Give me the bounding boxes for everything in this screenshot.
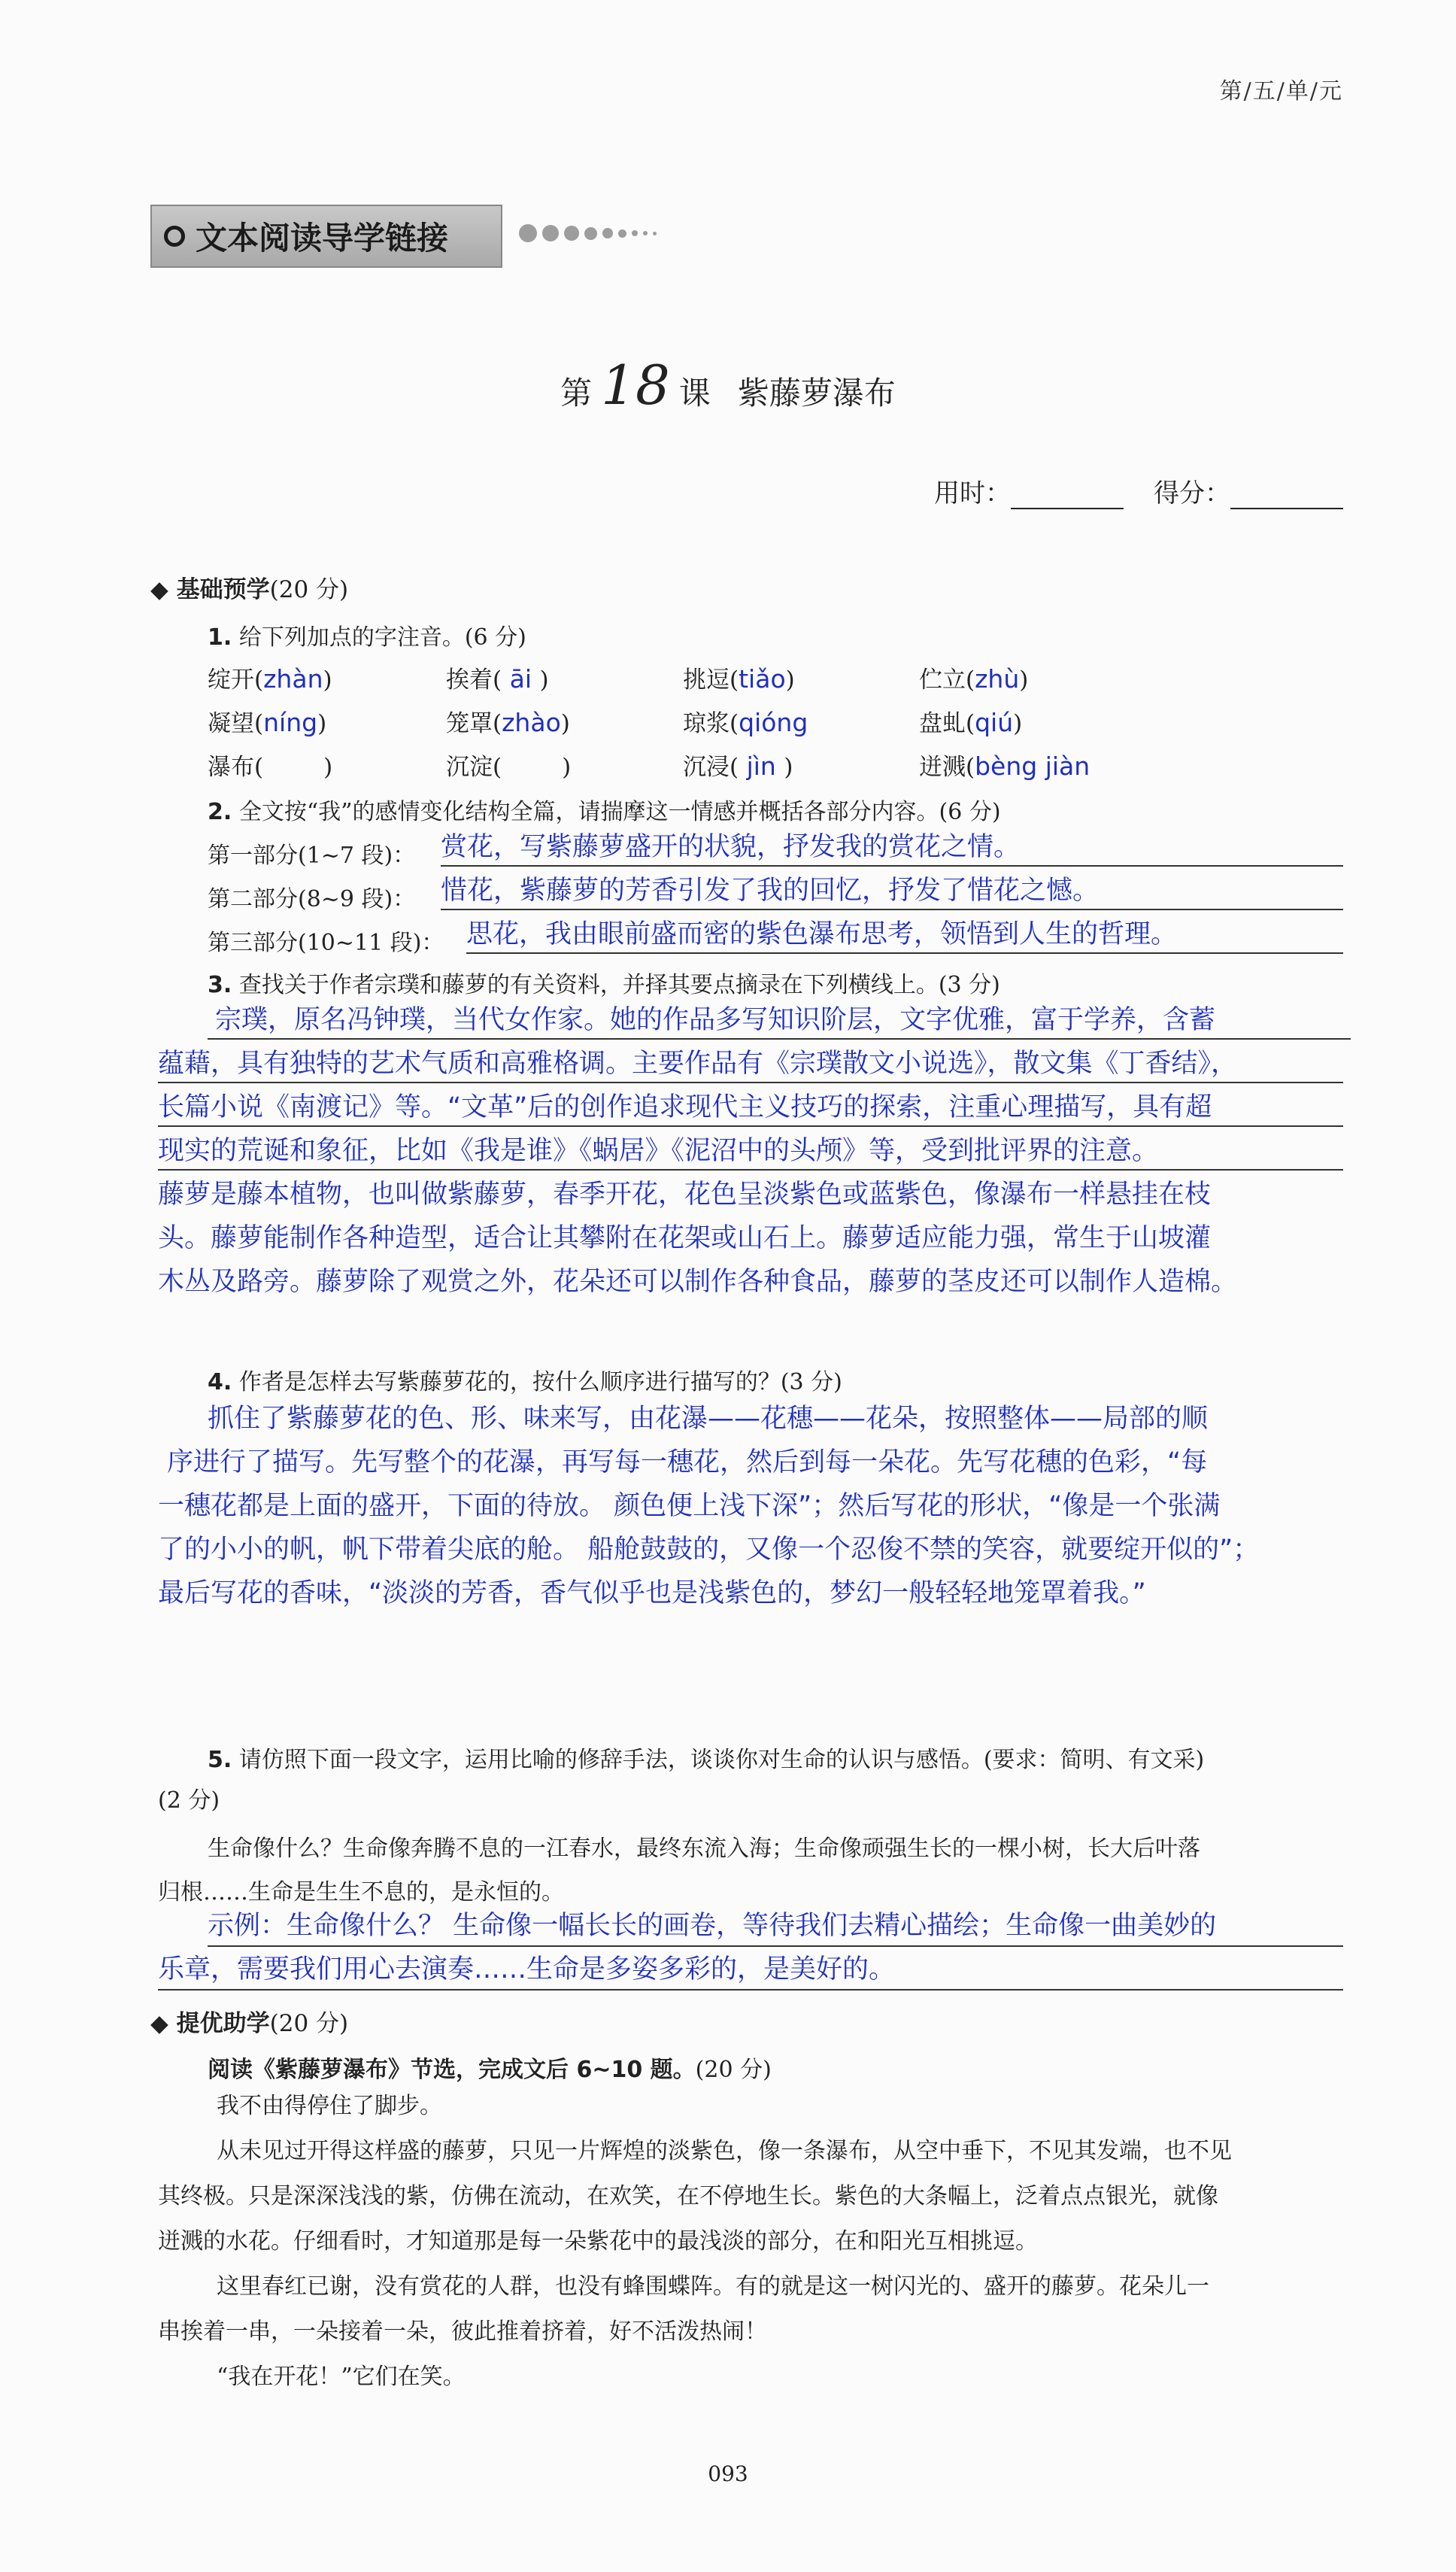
- pinyin-item: 琼浆(qióng: [683, 708, 808, 737]
- score-label: 得分：: [1154, 478, 1230, 509]
- pinyin-item: 瀑布( ): [208, 754, 333, 781]
- pinyin-item: 挑逗(tiǎo): [683, 664, 795, 694]
- banner-circle-icon: [164, 226, 185, 247]
- q2-prompt-text: 全文按“我”的感情变化结构全篇，请揣摩这一情感并概括各部分内容。(6 分): [238, 799, 1001, 825]
- q2-prompt: 2. 全文按“我”的感情变化结构全篇，请揣摩这一情感并概括各部分内容。(6 分): [208, 799, 1001, 825]
- lesson-prefix: 第: [560, 375, 593, 411]
- q3-answer-line[interactable]: 木丛及路旁。藤萝除了观赏之外，花朵还可以制作各种食品，藤萝的茎皮还可以制作人造棉。: [158, 1267, 1238, 1297]
- banner-dots: [519, 224, 662, 242]
- pinyin-item: 沉淀( ): [446, 754, 572, 781]
- dot-icon: [602, 228, 613, 238]
- q3-answer-line[interactable]: 蕴藉，具有独特的艺术气质和高雅格调。主要作品有《宗璞散文小说选》，散文集《丁香结》，: [158, 1043, 1343, 1083]
- dot-icon: [584, 227, 597, 240]
- q2-part3-answer[interactable]: 思花，我由眼前盛而密的紫色瀑布思考，领悟到人生的哲理。: [466, 913, 1343, 954]
- passage-line: 我不由得停住了脚步。: [217, 2093, 442, 2119]
- time-label: 用时：: [934, 478, 1011, 509]
- section-banner: [150, 205, 502, 268]
- section2-intro: [208, 2051, 772, 2084]
- dot-icon: [632, 230, 638, 236]
- pinyin-item: 笼罩(zhào): [446, 708, 570, 737]
- unit-header: 第/五/单/元: [1219, 78, 1343, 105]
- q4-answer-line[interactable]: 了的小小的帆，帆下带着尖底的舱。 船舱鼓鼓的，又像一个忍俊不禁的笑容，就要绽开似的”；: [158, 1535, 1260, 1565]
- q3-answer-line[interactable]: 藤萝是藤本植物，也叫做紫藤萝，春季开花，花色呈淡紫色或蓝紫色，像瀑布一样悬挂在枝: [158, 1180, 1212, 1210]
- passage-line: 迸溅的水花。仔细看时，才知道那是每一朵紫花中的最浅淡的部分，在和阳光互相挑逗。: [158, 2228, 1038, 2255]
- pinyin-answer: tiǎo: [739, 664, 786, 694]
- passage-line: 这里春红已谢，没有赏花的人群，也没有蜂围蝶阵。有的就是这一树闪光的、盛开的藤萝。花朵儿一: [217, 2273, 1209, 2300]
- pinyin-answer: āi: [502, 664, 540, 694]
- passage-line: 其终极。只是深深浅浅的紫，仿佛在流动，在欢笑，在不停地生长。紫色的大条幅上，泛着点点银光，就像: [158, 2183, 1218, 2209]
- timing-row: [934, 472, 1343, 509]
- banner-title: 文本阅读导学链接: [196, 220, 449, 257]
- q3-prompt-text: 查找关于作者宗璞和藤萝的有关资料，并择其要点摘录在下列横线上。(3 分): [238, 972, 1000, 998]
- section1-title: 基础预学: [176, 576, 270, 603]
- passage-line: “我在开花！”它们在笑。: [217, 2364, 466, 2390]
- section1-heading: ◆ 基础预学(20 分): [150, 576, 349, 603]
- q3-answer-line[interactable]: 宗璞，原名冯钟璞，当代女作家。她的作品多写知识阶层，文字优雅，富于学养，含蓄: [208, 999, 1351, 1040]
- page-number: 093: [708, 2461, 748, 2486]
- pinyin-item: 凝望(níng): [208, 708, 327, 737]
- section2-intro-bold: 阅读《紫藤萝瀑布》节选，完成文后 6~10 题。: [208, 2057, 696, 2083]
- pinyin-answer: zhào: [502, 708, 561, 737]
- q5-prompt-text: 请仿照下面一段文字，运用比喻的修辞手法，谈谈你对生命的认识与感悟。(要求：简明、有文采): [238, 1747, 1205, 1773]
- dot-icon: [618, 229, 626, 238]
- q4-prompt-text: 作者是怎样去写紫藤萝花的，按什么顺序进行描写的？(3 分): [238, 1369, 842, 1395]
- pinyin-item: 沉浸( jìn ): [683, 752, 793, 781]
- q5-answer-line[interactable]: 示例：生命像什么？ 生命像一幅长长的画卷，等待我们去精心描绘；生命像一曲美妙的: [208, 1905, 1343, 1947]
- lesson-name: 紫藤萝瀑布: [737, 375, 896, 411]
- q3-answer-line[interactable]: 长篇小说《南渡记》等。“文革”后的创作追求现代主义技巧的探索，注重心理描写，具有超: [158, 1086, 1343, 1127]
- dot-icon: [542, 225, 559, 241]
- q2-part2-label: 第二部分(8~9 段)：: [208, 886, 416, 912]
- pinyin-answer: jìn: [739, 752, 784, 781]
- dot-icon: [653, 232, 657, 235]
- q4-answer-line[interactable]: 抓住了紫藤萝花的色、形、味来写，由花瀑——花穗——花朵，按照整体——局部的顺: [208, 1404, 1209, 1434]
- pinyin-item: 盘虬(qiú): [919, 708, 1023, 737]
- pinyin-item: 挨着( āi ): [446, 664, 549, 694]
- lesson-number: 18: [601, 354, 670, 417]
- pinyin-answer: níng: [263, 708, 318, 737]
- q2-part1-answer[interactable]: 赏花，写紫藤萝盛开的状貌，抒发我的赏花之情。: [441, 826, 1343, 867]
- section1-score: (20 分): [269, 576, 349, 603]
- q5-answer-line[interactable]: 乐章，需要我们用心去演奏……生命是多姿多彩的，是美好的。: [158, 1948, 1343, 1990]
- dot-icon: [519, 224, 537, 242]
- section2-heading: ◆ 提优助学(20 分): [150, 2010, 349, 2037]
- pinyin-answer: qióng: [739, 708, 808, 737]
- pinyin-item: 绽开(zhàn): [208, 664, 332, 694]
- q3-prompt: 3. 查找关于作者宗璞和藤萝的有关资料，并择其要点摘录在下列横线上。(3 分): [208, 972, 1000, 998]
- pinyin-item: 伫立(zhù): [919, 664, 1029, 694]
- q5-example-line: 归根……生命是生生不息的，是永恒的。: [158, 1879, 564, 1905]
- passage-line: 从未见过开得这样盛的藤萝，只见一片辉煌的淡紫色，像一条瀑布，从空中垂下，不见其发端，也不见: [217, 2138, 1232, 2164]
- q5-score: (2 分): [158, 1787, 220, 1814]
- time-blank[interactable]: [1011, 484, 1124, 509]
- pinyin-answer: zhàn: [263, 664, 323, 694]
- q2-part1-label: 第一部分(1~7 段)：: [208, 843, 416, 869]
- pinyin-answer: zhù: [975, 664, 1020, 694]
- dot-icon: [643, 231, 648, 235]
- q4-prompt: 4. 作者是怎样去写紫藤萝花的，按什么顺序进行描写的？(3 分): [208, 1369, 842, 1395]
- q2-part3-label: 第三部分(10~11 段)：: [208, 930, 444, 956]
- q1-prompt-text: 给下列加点的字注音。(6 分): [238, 624, 526, 651]
- pinyin-answer: qiú: [975, 708, 1014, 737]
- pinyin-answer: bèng jiàn: [975, 752, 1090, 781]
- q5-example-line: 生命像什么？生命像奔腾不息的一江春水，最终东流入海；生命像顽强生长的一棵小树，长大后叶落: [208, 1836, 1200, 1862]
- section2-score: (20 分): [269, 2010, 349, 2037]
- section2-title: 提优助学: [176, 2010, 270, 2037]
- q4-answer-line[interactable]: 序进行了描写。先写整个的花瀑，再写每一穗花，然后到每一朵花。先写花穗的色彩，“每: [167, 1447, 1208, 1477]
- section2-intro-score: (20 分): [695, 2057, 772, 2083]
- q4-answer-line[interactable]: 最后写花的香味，“淡淡的芳香，香气似乎也是浅紫色的，梦幻一般轻轻地笼罩着我。”: [158, 1578, 1146, 1608]
- q4-answer-line[interactable]: 一穗花都是上面的盛开，下面的待放。 颜色便上浅下深”；然后写花的形状，“像是一个张满: [158, 1491, 1221, 1521]
- q2-part2-answer[interactable]: 惜花，紫藤萝的芳香引发了我的回忆，抒发了惜花之憾。: [441, 870, 1343, 910]
- pinyin-item: 迸溅(bèng jiàn: [919, 752, 1090, 781]
- q3-answer-line[interactable]: 现实的荒诞和象征，比如《我是谁》《蜗居》《泥沼中的头颅》等，受到批评界的注意。: [158, 1130, 1343, 1171]
- lesson-title: [0, 354, 1456, 417]
- dot-icon: [564, 226, 579, 241]
- q5-prompt: 5. 请仿照下面一段文字，运用比喻的修辞手法，谈谈你对生命的认识与感悟。(要求：简明、有文采): [208, 1747, 1205, 1773]
- passage-line: 串挨着一串，一朵接着一朵，彼此推着挤着，好不活泼热闹！: [158, 2318, 767, 2345]
- score-blank[interactable]: [1230, 484, 1343, 509]
- lesson-suffix: 课: [678, 375, 711, 411]
- q3-answer-line[interactable]: 头。藤萝能制作各种造型，适合让其攀附在花架或山石上。藤萝适应能力强，常生于山坡灌: [158, 1223, 1212, 1253]
- q1-prompt: 1. 给下列加点的字注音。(6 分): [208, 624, 526, 651]
